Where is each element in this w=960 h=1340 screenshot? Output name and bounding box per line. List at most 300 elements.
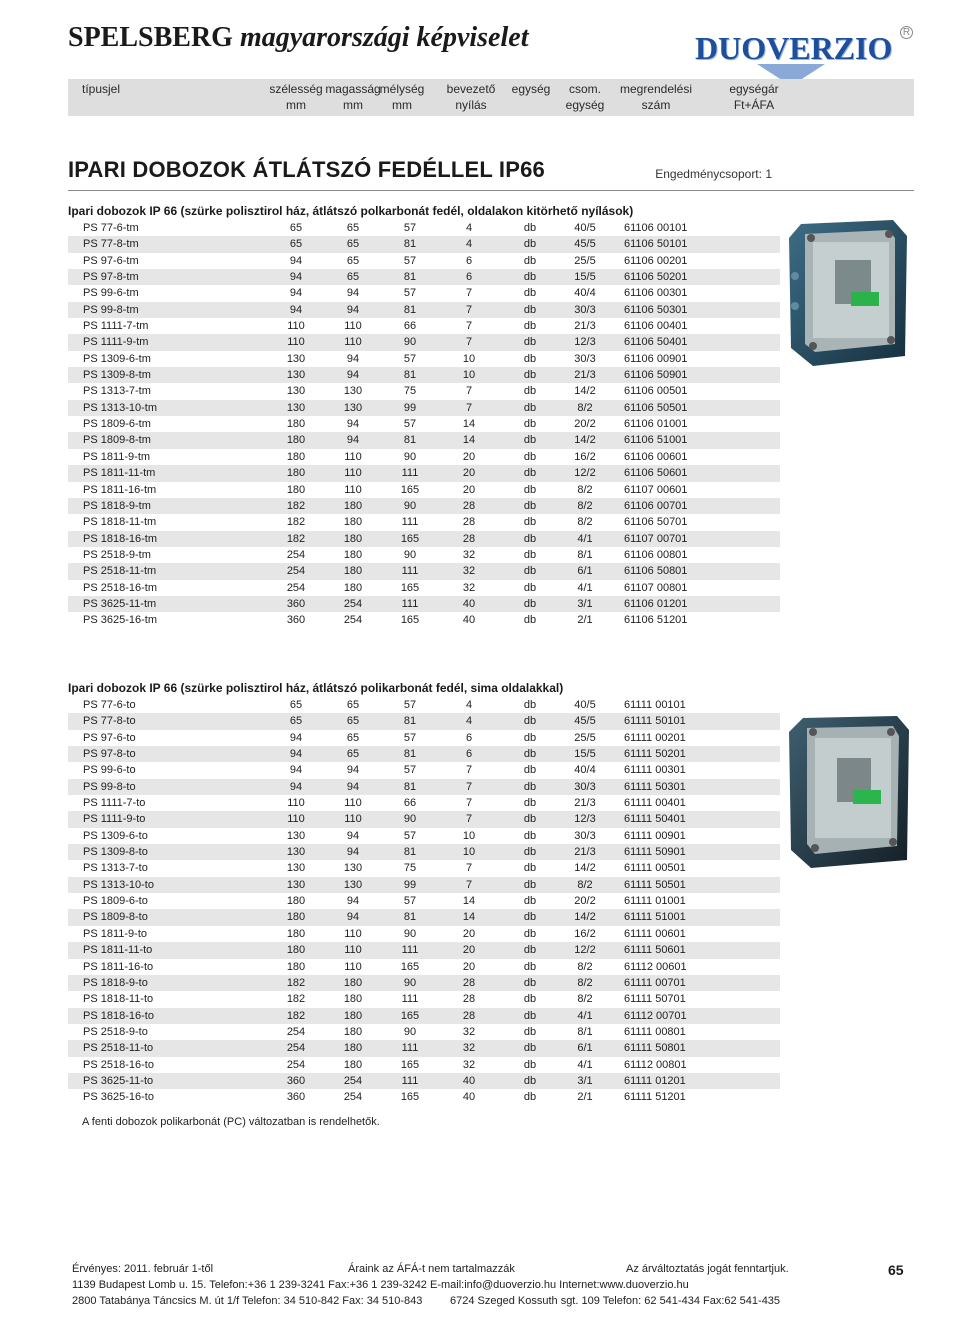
cell-depth: 81 [403,434,417,447]
cell-order-number: 61106 51201 [624,614,688,627]
cell-depth: 57 [403,222,417,234]
cell-inlet: 20 [462,450,476,463]
footer-rights: Az árváltoztatás jogát fenntartjuk. [626,1263,789,1275]
cell-width: 94 [289,731,303,744]
cell-pack: 40/4 [574,764,596,777]
pc-variant-note: A fenti dobozok polikarbonát (PC) változatban is rendelhetők. [82,1116,380,1128]
cell-unit: db [523,797,537,810]
cell-pack: 8/2 [577,976,593,989]
cell-unit: db [523,614,537,627]
cell-depth: 111 [401,467,419,480]
cell-inlet: 40 [462,614,476,627]
table-row [68,909,780,925]
cell-inlet: 32 [462,1025,476,1038]
cell-type-code: PS 2518-9-to [83,1025,148,1038]
cell-inlet: 28 [462,499,476,512]
cell-pack: 25/5 [574,731,596,744]
cell-order-number: 61111 00201 [624,731,686,744]
box-photo-smooth [783,712,913,872]
table-row [68,779,780,795]
cell-height: 94 [346,829,360,842]
cell-height: 110 [344,797,362,810]
brand-title [68,22,528,54]
cell-depth: 90 [403,927,417,940]
cell-unit: db [523,846,537,859]
cell-order-number: 61111 00901 [624,829,686,842]
table-row [68,1040,780,1056]
cell-inlet: 20 [462,944,476,957]
table-row [68,269,780,285]
cell-order-number: 61111 50201 [624,748,686,761]
cell-height: 130 [343,401,363,414]
cell-inlet: 20 [462,927,476,940]
cell-inlet: 32 [462,548,476,561]
cell-type-code: PS 1818-9-to [83,976,148,989]
table-row [68,482,780,498]
cell-width: 130 [286,401,306,414]
cell-width: 180 [286,418,306,431]
cell-inlet: 6 [465,748,473,761]
cell-inlet: 28 [462,1009,476,1022]
cell-unit: db [523,764,537,777]
brand-name: SPELSBERG [68,22,233,53]
cell-pack: 21/3 [574,320,596,333]
cell-depth: 111 [401,565,419,578]
cell-height: 65 [346,222,360,234]
cell-type-code: PS 97-8-to [83,748,136,761]
cell-pack: 3/1 [577,597,593,610]
cell-depth: 81 [403,271,417,284]
cell-inlet: 4 [465,699,473,711]
table-row [68,877,780,893]
cell-unit: db [523,1009,537,1022]
footer-szeged: 6724 Szeged Kossuth sgt. 109 Telefon: 62 541-434 Fax:62 541-435 [450,1295,781,1307]
cell-height: 110 [344,336,362,349]
cell-height: 254 [343,1074,363,1087]
cell-type-code: PS 1309-8-tm [83,369,151,382]
cell-unit: db [523,1025,537,1038]
table-row [68,612,780,628]
cell-width: 65 [289,222,303,234]
cell-inlet: 7 [465,336,473,349]
cell-type-code: PS 77-6-tm [83,222,139,234]
cell-unit: db [523,699,537,711]
cell-unit: db [523,385,537,398]
cell-inlet: 14 [462,911,476,924]
cell-pack: 4/1 [577,581,593,594]
table-row [68,991,780,1007]
cell-height: 180 [343,1025,363,1038]
cell-depth: 81 [403,369,417,382]
cell-order-number: 61106 50401 [624,336,688,349]
cell-pack: 8/2 [577,499,593,512]
cell-type-code: PS 1809-6-to [83,895,148,908]
table-row [68,416,780,432]
cell-type-code: PS 1313-10-to [83,878,154,891]
cell-pack: 14/2 [574,385,596,398]
table-row [68,1008,780,1024]
cell-pack: 4/1 [577,532,593,545]
cell-pack: 25/5 [574,254,596,267]
cell-height: 110 [344,450,362,463]
cell-order-number: 61111 00801 [624,1025,686,1038]
cell-height: 180 [343,976,363,989]
cell-inlet: 7 [465,401,473,414]
cell-inlet: 6 [465,731,473,744]
cell-width: 180 [286,434,306,447]
cell-order-number: 61107 00801 [624,581,688,594]
cell-type-code: PS 1818-11-to [83,993,154,1006]
cell-inlet: 7 [465,813,473,826]
cell-width: 110 [287,320,305,333]
cell-unit: db [523,731,537,744]
cell-width: 130 [286,878,306,891]
cell-height: 65 [346,748,360,761]
cell-type-code: PS 1818-9-tm [83,499,151,512]
cell-width: 182 [286,516,306,529]
cell-inlet: 14 [462,418,476,431]
table-row [68,795,780,811]
table-row [68,383,780,399]
cell-unit: db [523,944,537,957]
cell-order-number: 61106 00401 [624,320,688,333]
table-row [68,596,780,612]
cell-pack: 15/5 [574,748,596,761]
cell-height: 110 [344,320,362,333]
cell-inlet: 32 [462,565,476,578]
section-title: IPARI DOBOZOK ÁTLÁTSZÓ FEDÉLLEL IP66 [68,157,545,182]
cell-depth: 81 [403,715,417,728]
cell-type-code: PS 97-8-tm [83,271,139,284]
box-photo-knockouts [783,216,913,371]
cell-order-number: 61111 50801 [624,1042,686,1055]
logo-text: DUOVERZIO [695,30,893,66]
cell-depth: 75 [403,862,417,875]
table-row [68,828,780,844]
cell-pack: 14/2 [574,911,596,924]
cell-inlet: 7 [465,862,473,875]
cell-pack: 12/2 [574,467,596,480]
cell-unit: db [523,565,537,578]
cell-unit: db [523,829,537,842]
cell-width: 360 [286,614,306,627]
cell-order-number: 61107 00701 [624,532,688,545]
cell-type-code: PS 1818-11-tm [83,516,157,529]
cell-inlet: 7 [465,320,473,333]
cell-order-number: 61111 00101 [624,699,686,711]
cell-pack: 21/3 [574,369,596,382]
cell-width: 180 [286,483,306,496]
col-depth: mélység mm [379,82,425,112]
cell-order-number: 61106 00301 [624,287,688,300]
cell-pack: 21/3 [574,846,596,859]
cell-height: 110 [344,813,362,826]
cell-unit: db [523,862,537,875]
cell-pack: 14/2 [574,862,596,875]
cell-height: 94 [346,764,360,777]
cell-inlet: 28 [462,976,476,989]
cell-order-number: 61106 00901 [624,352,688,365]
cell-unit: db [523,597,537,610]
table-row [68,959,780,975]
cell-unit: db [523,1091,537,1104]
cell-type-code: PS 1809-6-tm [83,418,151,431]
cell-depth: 90 [403,548,417,561]
cell-depth: 75 [403,385,417,398]
cell-depth: 90 [403,336,417,349]
cell-order-number: 61111 50701 [624,993,686,1006]
cell-width: 180 [286,960,306,973]
cell-inlet: 28 [462,993,476,1006]
cell-inlet: 40 [462,597,476,610]
cell-depth: 111 [401,516,419,529]
cell-type-code: PS 1818-16-to [83,1009,154,1022]
cell-unit: db [523,418,537,431]
cell-inlet: 7 [465,878,473,891]
table-row [68,236,780,252]
cell-height: 130 [343,878,363,891]
cell-inlet: 7 [465,764,473,777]
cell-height: 94 [346,895,360,908]
cell-unit: db [523,581,537,594]
table-row [68,730,780,746]
cell-unit: db [523,532,537,545]
cell-type-code: PS 77-8-tm [83,238,139,251]
cell-pack: 12/3 [574,813,596,826]
cell-depth: 57 [403,699,417,711]
cell-type-code: PS 97-6-tm [83,254,139,267]
cell-depth: 66 [403,797,417,810]
cell-order-number: 61111 00301 [624,764,686,777]
cell-height: 65 [346,271,360,284]
table-row [68,762,780,778]
cell-unit: db [523,960,537,973]
cell-order-number: 61111 50901 [624,846,686,859]
cell-height: 65 [346,715,360,728]
cell-depth: 99 [403,401,417,414]
cell-depth: 57 [403,418,417,431]
cell-order-number: 61106 00201 [624,254,688,267]
cell-depth: 111 [401,1074,419,1087]
cell-depth: 90 [403,499,417,512]
cell-pack: 30/3 [574,352,596,365]
cell-inlet: 20 [462,960,476,973]
brand-subtitle: magyarországi képviselet [239,22,529,53]
cell-type-code: PS 99-8-to [83,780,136,793]
cell-pack: 30/3 [574,780,596,793]
footer-valid: Érvényes: 2011. február 1-től [72,1263,214,1275]
cell-type-code: PS 1309-6-to [83,829,148,842]
cell-order-number: 61106 00801 [624,548,688,561]
cell-depth: 57 [403,895,417,908]
cell-order-number: 61112 00601 [624,960,687,973]
cell-depth: 81 [403,238,417,251]
footer-vat: Áraink az ÁFÁ-t nem tartalmazzák [348,1263,515,1275]
cell-order-number: 61106 00701 [624,499,688,512]
cell-width: 182 [286,499,306,512]
cell-order-number: 61111 50301 [624,780,686,793]
cell-type-code: PS 1811-16-to [83,960,154,973]
cell-pack: 8/2 [577,993,593,1006]
table-row [68,400,780,416]
cell-pack: 12/2 [574,944,596,957]
cell-order-number: 61106 50901 [624,369,688,382]
discount-group: Engedménycsoport: 1 [655,167,772,181]
cell-unit: db [523,336,537,349]
cell-type-code: PS 1811-9-to [83,927,148,940]
cell-width: 254 [286,581,306,594]
cell-unit: db [523,303,537,316]
cell-width: 180 [286,895,306,908]
table-row [68,253,780,269]
cell-pack: 2/1 [577,1091,593,1104]
cell-width: 182 [286,993,306,1006]
cell-type-code: PS 2518-9-tm [83,548,151,561]
cell-type-code: PS 1111-7-tm [83,320,149,333]
cell-type-code: PS 1313-10-tm [83,401,157,414]
cell-depth: 57 [403,287,417,300]
cell-pack: 15/5 [574,271,596,284]
table-row [68,367,780,383]
cell-width: 182 [286,532,306,545]
cell-order-number: 61111 50101 [624,715,686,728]
cell-type-code: PS 77-8-to [83,715,136,728]
cell-pack: 30/3 [574,829,596,842]
cell-order-number: 61111 00401 [624,797,686,810]
cell-order-number: 61111 00701 [624,976,686,989]
cell-type-code: PS 3625-16-tm [83,614,157,627]
cell-depth: 57 [403,352,417,365]
cell-width: 180 [286,944,306,957]
table-row [68,302,780,318]
table-row [68,498,780,514]
cell-order-number: 61112 00801 [624,1058,687,1071]
cell-height: 94 [346,846,360,859]
cell-width: 110 [287,813,305,826]
cell-width: 254 [286,1042,306,1055]
table-row [68,563,780,579]
table-row [68,514,780,530]
table-row [68,697,780,713]
cell-width: 254 [286,1058,306,1071]
cell-depth: 90 [403,1025,417,1038]
cell-order-number: 61106 00101 [624,222,688,234]
cell-inlet: 7 [465,797,473,810]
cell-order-number: 61111 50601 [624,944,686,957]
cell-height: 94 [346,434,360,447]
table-row [68,318,780,334]
cell-depth: 66 [403,320,417,333]
cell-pack: 3/1 [577,1074,593,1087]
cell-inlet: 6 [465,271,473,284]
cell-order-number: 61106 50501 [624,401,688,414]
cell-order-number: 61106 00501 [624,385,688,398]
page-number: 65 [888,1262,904,1278]
cell-width: 110 [287,797,305,810]
cell-width: 110 [287,336,305,349]
cell-height: 180 [343,499,363,512]
cell-inlet: 14 [462,434,476,447]
cell-height: 180 [343,1042,363,1055]
cell-width: 180 [286,467,306,480]
cell-type-code: PS 1313-7-tm [83,385,151,398]
col-height: magasság mm [325,82,381,112]
cell-height: 110 [344,467,362,480]
cell-height: 180 [343,516,363,529]
table-row [68,220,780,236]
cell-width: 360 [286,1074,306,1087]
cell-type-code: PS 1111-9-tm [83,336,149,349]
cell-height: 110 [344,944,362,957]
col-order: megrendelési szám [619,82,693,112]
table-row [68,975,780,991]
cell-height: 180 [343,565,363,578]
cell-order-number: 61106 50801 [624,565,688,578]
cell-height: 180 [343,1058,363,1071]
cell-depth: 165 [400,614,420,627]
table-row [68,351,780,367]
cell-inlet: 20 [462,467,476,480]
cell-unit: db [523,401,537,414]
cell-width: 254 [286,548,306,561]
cell-unit: db [523,483,537,496]
cell-order-number: 61111 51201 [624,1091,686,1104]
cell-unit: db [523,715,537,728]
cell-inlet: 7 [465,780,473,793]
cell-unit: db [523,369,537,382]
table-row [68,334,780,350]
cell-unit: db [523,927,537,940]
cell-unit: db [523,254,537,267]
cell-depth: 81 [403,303,417,316]
cell-height: 65 [346,699,360,711]
cell-unit: db [523,467,537,480]
cell-type-code: PS 2518-16-to [83,1058,154,1071]
cell-unit: db [523,993,537,1006]
cell-depth: 165 [400,1009,420,1022]
cell-unit: db [523,271,537,284]
cell-inlet: 40 [462,1091,476,1104]
table-row [68,449,780,465]
table-row [68,811,780,827]
cell-height: 65 [346,731,360,744]
table2 [68,697,780,1106]
cell-order-number: 61111 50401 [624,813,686,826]
cell-height: 180 [343,548,363,561]
cell-width: 65 [289,699,303,711]
cell-pack: 8/2 [577,516,593,529]
cell-order-number: 61111 50501 [624,878,686,891]
cell-width: 180 [286,911,306,924]
cell-depth: 57 [403,254,417,267]
cell-inlet: 10 [462,846,476,859]
cell-depth: 81 [403,846,417,859]
cell-pack: 40/5 [574,222,596,234]
cell-type-code: PS 1809-8-tm [83,434,151,447]
cell-depth: 57 [403,829,417,842]
cell-type-code: PS 99-6-to [83,764,136,777]
cell-order-number: 61106 50101 [624,238,688,251]
cell-depth: 90 [403,813,417,826]
cell-height: 65 [346,238,360,251]
cell-unit: db [523,238,537,251]
cell-pack: 16/2 [574,927,596,940]
cell-unit: db [523,1058,537,1071]
cell-type-code: PS 1811-9-tm [83,450,151,463]
cell-inlet: 6 [465,254,473,267]
cell-unit: db [523,780,537,793]
cell-width: 180 [286,450,306,463]
